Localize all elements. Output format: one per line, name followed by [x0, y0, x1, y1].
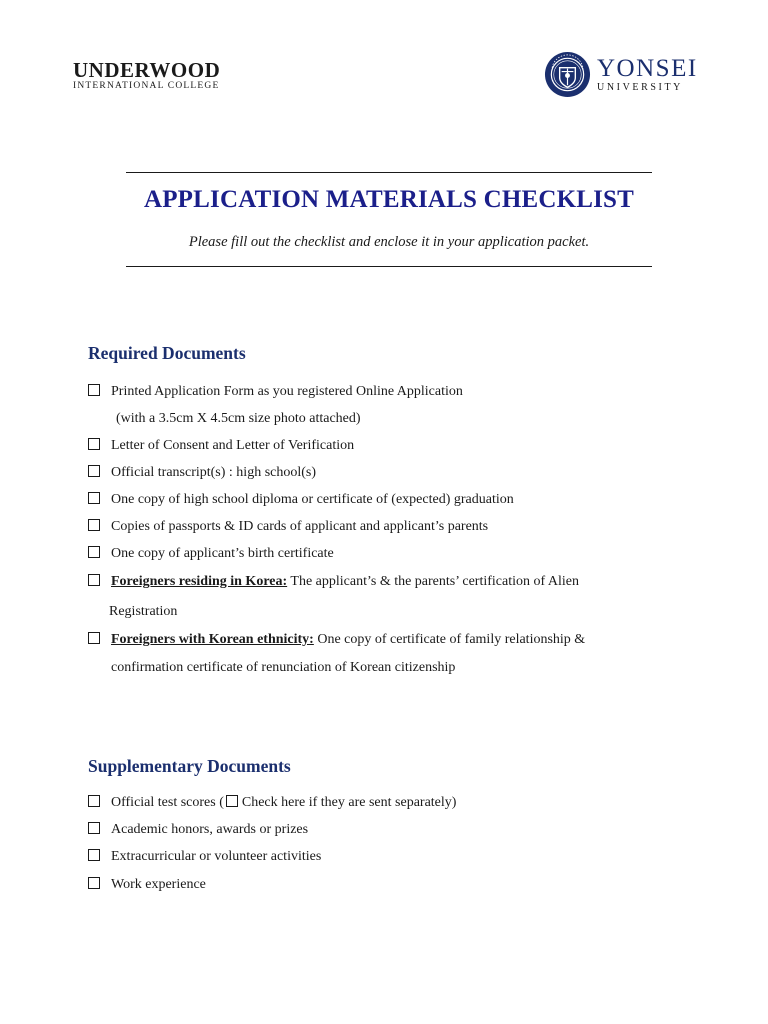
checklist-item-korean-ethnicity — [88, 631, 585, 649]
checkbox[interactable] — [88, 877, 100, 889]
checklist-item-extracurricular — [88, 848, 321, 866]
checkbox[interactable] — [88, 384, 100, 396]
checkbox[interactable] — [88, 822, 100, 834]
page-title: APPLICATION MATERIALS CHECKLIST — [143, 186, 635, 213]
underwood-logo-line2: INTERNATIONAL COLLEGE — [73, 81, 220, 91]
checkbox[interactable] — [88, 632, 100, 644]
yonsei-logo — [544, 51, 698, 98]
item-text: Check here if they are sent separately) — [241, 795, 457, 810]
checklist-item-transcript — [88, 464, 316, 482]
item-text: Work experience — [111, 877, 206, 892]
checklist-item-passports — [88, 518, 488, 536]
item-bold-label: Foreigners with Korean ethnicity: — [111, 632, 314, 647]
checklist-item-birth-certificate — [88, 545, 334, 563]
required-documents-heading: Required Documents — [88, 343, 246, 363]
checkbox[interactable] — [88, 795, 100, 807]
supplementary-documents-heading: Supplementary Documents — [88, 756, 291, 776]
item-continuation: confirmation certificate of renunciation of Korean citizenship — [111, 660, 456, 675]
underwood-logo — [73, 60, 220, 91]
item-text: Printed Application Form as you registered Online Application — [111, 384, 463, 399]
yonsei-logo-line2: UNIVERSITY — [597, 81, 683, 93]
checkbox[interactable] — [88, 438, 100, 450]
item-text: Official test scores ( — [111, 795, 224, 810]
item-text: One copy of certificate of family relationship & — [313, 632, 586, 647]
sent-separately-checkbox[interactable] — [226, 795, 238, 807]
checkbox[interactable] — [88, 465, 100, 477]
checklist-item-honors — [88, 821, 308, 839]
checkbox[interactable] — [88, 519, 100, 531]
checkbox[interactable] — [88, 492, 100, 504]
item-text: Extracurricular or volunteer activities — [111, 849, 322, 864]
item-continuation: Registration — [109, 604, 178, 619]
checklist-item-consent — [88, 437, 354, 455]
title-rule-bottom — [126, 266, 652, 267]
item-text: One copy of high school diploma or certificate of (expected) graduation — [111, 492, 514, 507]
underwood-logo-line1: UNDERWOOD — [73, 58, 221, 82]
yonsei-logo-line1: YONSEI — [597, 54, 698, 82]
checklist-item-application-form — [88, 383, 463, 401]
item-text: Copies of passports & ID cards of applicant and applicant’s parents — [111, 519, 489, 534]
item-text: The applicant’s & the parents’ certification of Alien — [287, 574, 579, 589]
checklist-item-work-experience — [88, 876, 206, 894]
item-text: Official transcript(s) : high school(s) — [111, 465, 317, 480]
item-bold-label: Foreigners residing in Korea: — [111, 574, 288, 589]
item-text: Letter of Consent and Letter of Verification — [111, 438, 355, 453]
checkbox[interactable] — [88, 849, 100, 861]
checklist-item-diploma — [88, 491, 514, 509]
item-continuation: (with a 3.5cm X 4.5cm size photo attached) — [116, 411, 361, 426]
yonsei-seal-icon — [544, 51, 591, 98]
checklist-item-foreigners-residing — [88, 573, 579, 591]
title-rule-top — [126, 172, 652, 173]
checklist-item-test-scores — [88, 794, 456, 812]
checkbox[interactable] — [88, 546, 100, 558]
checkbox[interactable] — [88, 574, 100, 586]
item-text: Academic honors, awards or prizes — [111, 822, 309, 837]
item-text: One copy of applicant’s birth certificate — [111, 546, 334, 561]
page-subtitle: Please fill out the checklist and enclose it in your application packet. — [188, 234, 590, 250]
